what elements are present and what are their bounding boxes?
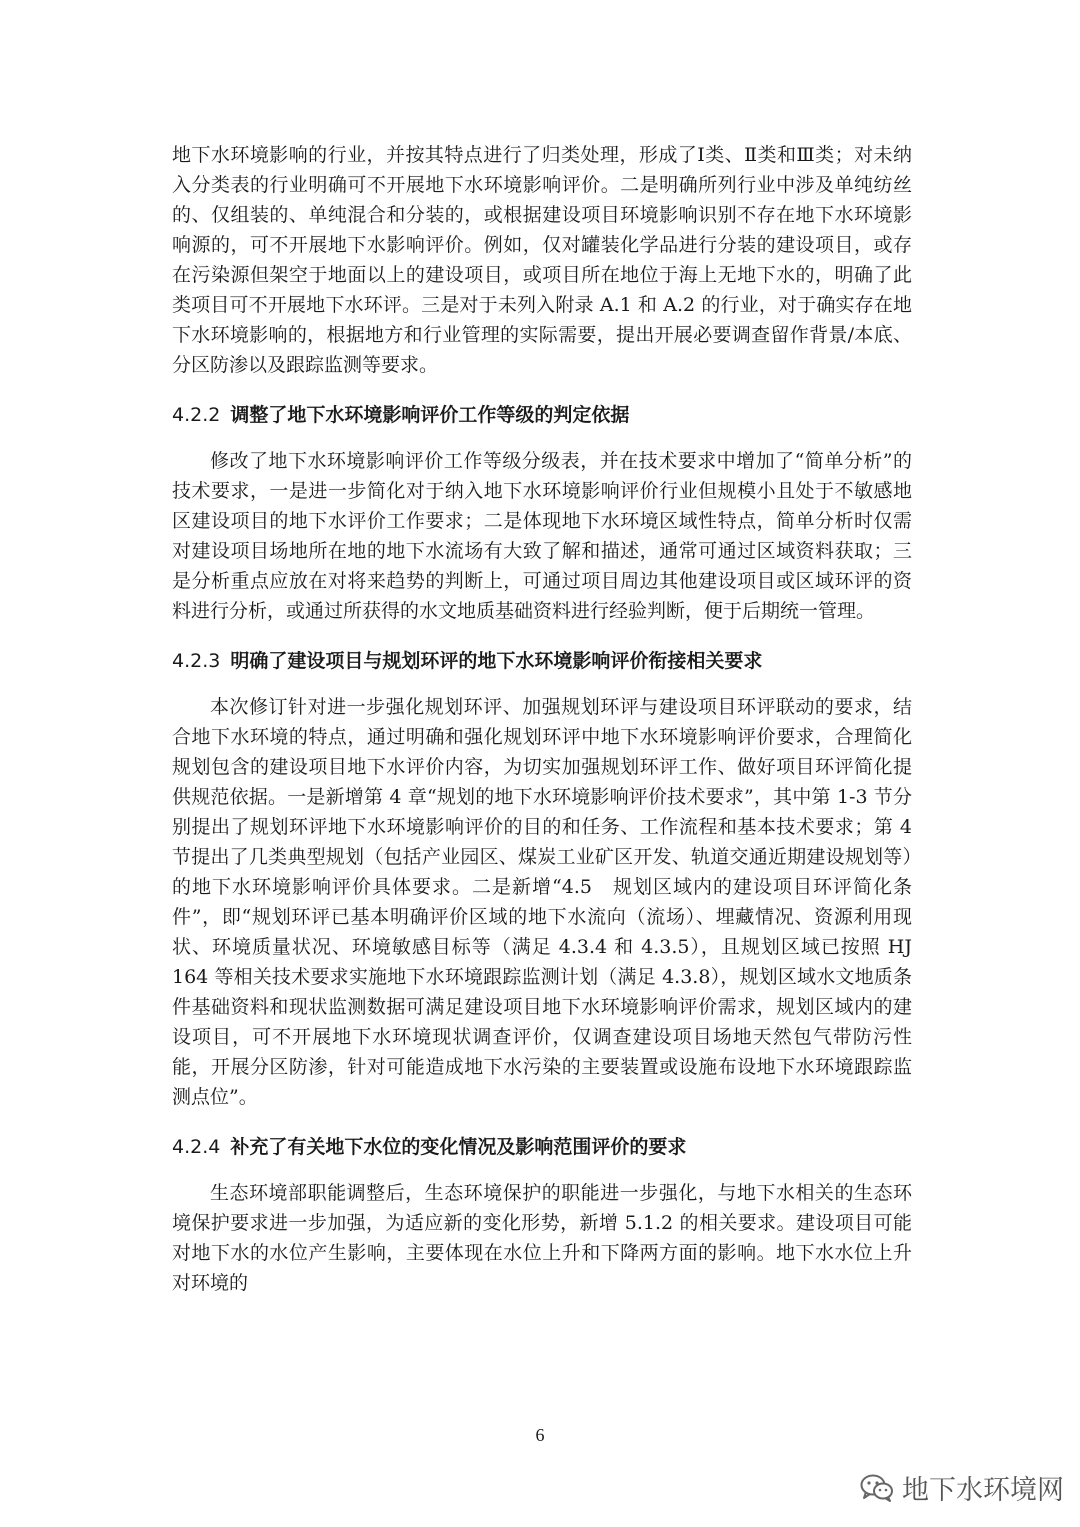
paragraph: 修改了地下水环境影响评价工作等级分级表，并在技术要求中增加了“简单分析”的技术要求，一是进一步简化对于纳入地下水环境影响评价行业但规模小且处于不敏感地区建设项目的地下水评价工作要求；二是体现地下水环境区域性特点，简单分析时仅需对建设项目场地所在地的地下水流场有大致了解和描述，通常可通过区域资料获取；三是分析重点应放在对将来趋势的判断上，可通过项目周边其他建设项目或区域环评的资料进行分析，或通过所获得的水文地质基础资料进行经验判断，便于后期统一管理。 <box>172 450 912 622</box>
section-title: 补充了有关地下水位的变化情况及影响范围评价的要求 <box>230 1136 687 1158</box>
section-number: 4.2.2 <box>172 404 221 426</box>
section-number: 4.2.3 <box>172 650 221 672</box>
watermark-text: 地下水环境网 <box>902 1475 1064 1506</box>
page-number: 6 <box>535 1425 545 1445</box>
wechat-icon <box>860 1473 894 1503</box>
section-heading-4-2-2 <box>172 402 912 428</box>
paragraph: 生态环境部职能调整后，生态环境保护的职能进一步强化，与地下水相关的生态环境保护要求进一步加强，为适应新的变化形势，新增 5.1.2 的相关要求。建设项目可能对地下水的水位产生影响，主要体现在水位上升和下降两方面的影响。地下水水位上升对环境的 <box>172 1182 912 1294</box>
section-title: 调整了地下水环境影响评价工作等级的判定依据 <box>230 404 630 426</box>
watermark <box>860 1468 1064 1507</box>
section-number: 4.2.4 <box>172 1136 221 1158</box>
section-title: 明确了建设项目与规划环评的地下水环境影响评价衔接相关要求 <box>230 650 763 672</box>
paragraph: 本次修订针对进一步强化规划环评、加强规划环评与建设项目环评联动的要求，结合地下水环境的特点，通过明确和强化规划环评中地下水环境影响评价要求，合理简化规划包含的建设项目地下水评价内容，为切实加强规划环评工作、做好项目环评简化提供规范依据。一是新增第 4 章“规划的地下水环境影响评价技术要求”，其中第 1-3 节分别提出了规划环评地下水环境影响评价的目的和任务、工作流程和基本技术要求；第 4 节提出了几类典型规划（包括产业园区、煤炭工业矿区开发、轨道交通近期建设规划等）的地下水环境影响评价具体要求。二是新增“4.5 规划区域内的建设项目环评简化条件”，即“规划环评已基本明确评价区域的地下水流向（流场）、埋藏情况、资源利用现状、环境质量状况、环境敏感目标等（满足 4.3.4 和 4.3.5），且规划区域已按照 HJ 164 等相关技术要求实施地下水环境跟踪监测计划（满足 4.3.8），规划区域水文地质条件基础资料和现状监测数据可满足建设项目地下水环境影响评价需求，规划区域内的建设项目，可不开展地下水环境现状调查评价，仅调查建设项目场地天然包气带防污性能，开展分区防渗，针对可能造成地下水污染的主要装置或设施布设地下水环境跟踪监测点位”。 <box>172 696 912 1108</box>
paragraph-continued: 地下水环境影响的行业，并按其特点进行了归类处理，形成了Ⅰ类、Ⅱ类和Ⅲ类；对未纳入分类表的行业明确可不开展地下水环境影响评价。二是明确所列行业中涉及单纯纺丝的、仅组装的、单纯混合和分装的，或根据建设项目环境影响识别不存在地下水环境影响源的，可不开展地下水影响评价。例如，仅对罐装化学品进行分装的建设项目，或存在污染源但架空于地面以上的建设项目，或项目所在地位于海上无地下水的，明确了此类项目可不开展地下水环评。三是对于未列入附录 A.1 和 A.2 的行业，对于确实存在地下水环境影响的，根据地方和行业管理的实际需要，提出开展必要调查留作背景/本底、分区防渗以及跟踪监测等要求。 <box>172 144 912 376</box>
section-heading-4-2-3 <box>172 648 912 674</box>
document-body <box>172 140 912 1298</box>
section-heading-4-2-4 <box>172 1134 912 1160</box>
